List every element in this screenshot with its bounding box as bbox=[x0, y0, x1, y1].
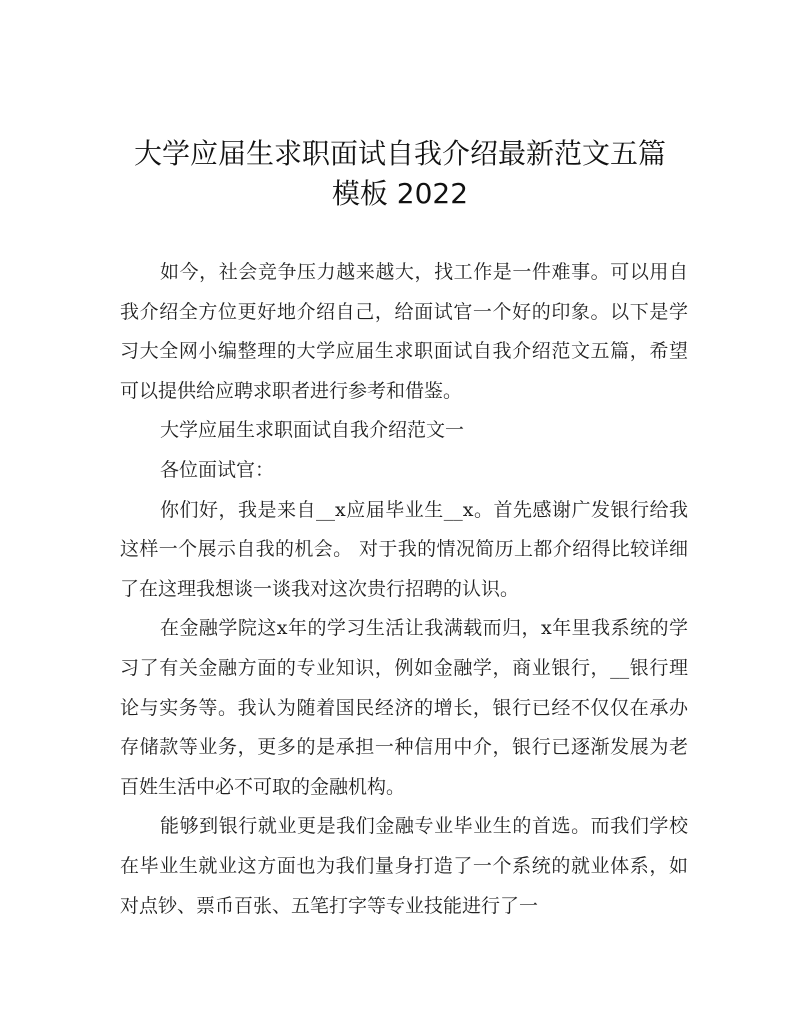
section-heading: 大学应届生求职面试自我介绍范文一 bbox=[160, 419, 465, 442]
document-body bbox=[120, 253, 688, 926]
intro-paragraph: 如今，社会竞争压力越来越大，找工作是一件难事。可以用自我介绍全方位更好地介绍自己，给面试官一个好的印象。以下是学习大全网小编整理的大学应届生求职面试自我介绍范文五篇，希望可以提供给应聘求职者进行参考和借鉴。 bbox=[120, 261, 688, 402]
body-paragraph-1: 你们好，我是来自__x应届毕业生__x。首先感谢广发银行给我这样一个展示自我的机会。 对于我的情况简历上都介绍得比较详细了在这理我想谈一谈我对这次贵行招聘的认识。 bbox=[120, 498, 688, 600]
salutation: 各位面试官： bbox=[160, 458, 275, 481]
title-line-1: 大学应届生求职面试自我介绍最新范文五篇 bbox=[133, 137, 666, 170]
body-paragraph-2: 在金融学院这x年的学习生活让我满载而归，x年里我系统的学习了有关金融方面的专业知识，例如金融学，商业银行，__银行理论与实务等。我认为随着国民经济的增长，银行已经不仅仅在承办存储款等业务，更多的是承担一种信用中介，银行已逐渐发展为老百姓生活中必不可取的金融机构。 bbox=[120, 617, 688, 798]
title-line-2: 模板 2022 bbox=[331, 177, 469, 210]
document-title bbox=[100, 134, 700, 214]
body-paragraph-3: 能够到银行就业更是我们金融专业毕业生的首选。而我们学校在毕业生就业这方面也为我们量身打造了一个系统的就业体系，如对点钞、票币百张、五笔打字等专业技能进行了一 bbox=[120, 815, 688, 917]
